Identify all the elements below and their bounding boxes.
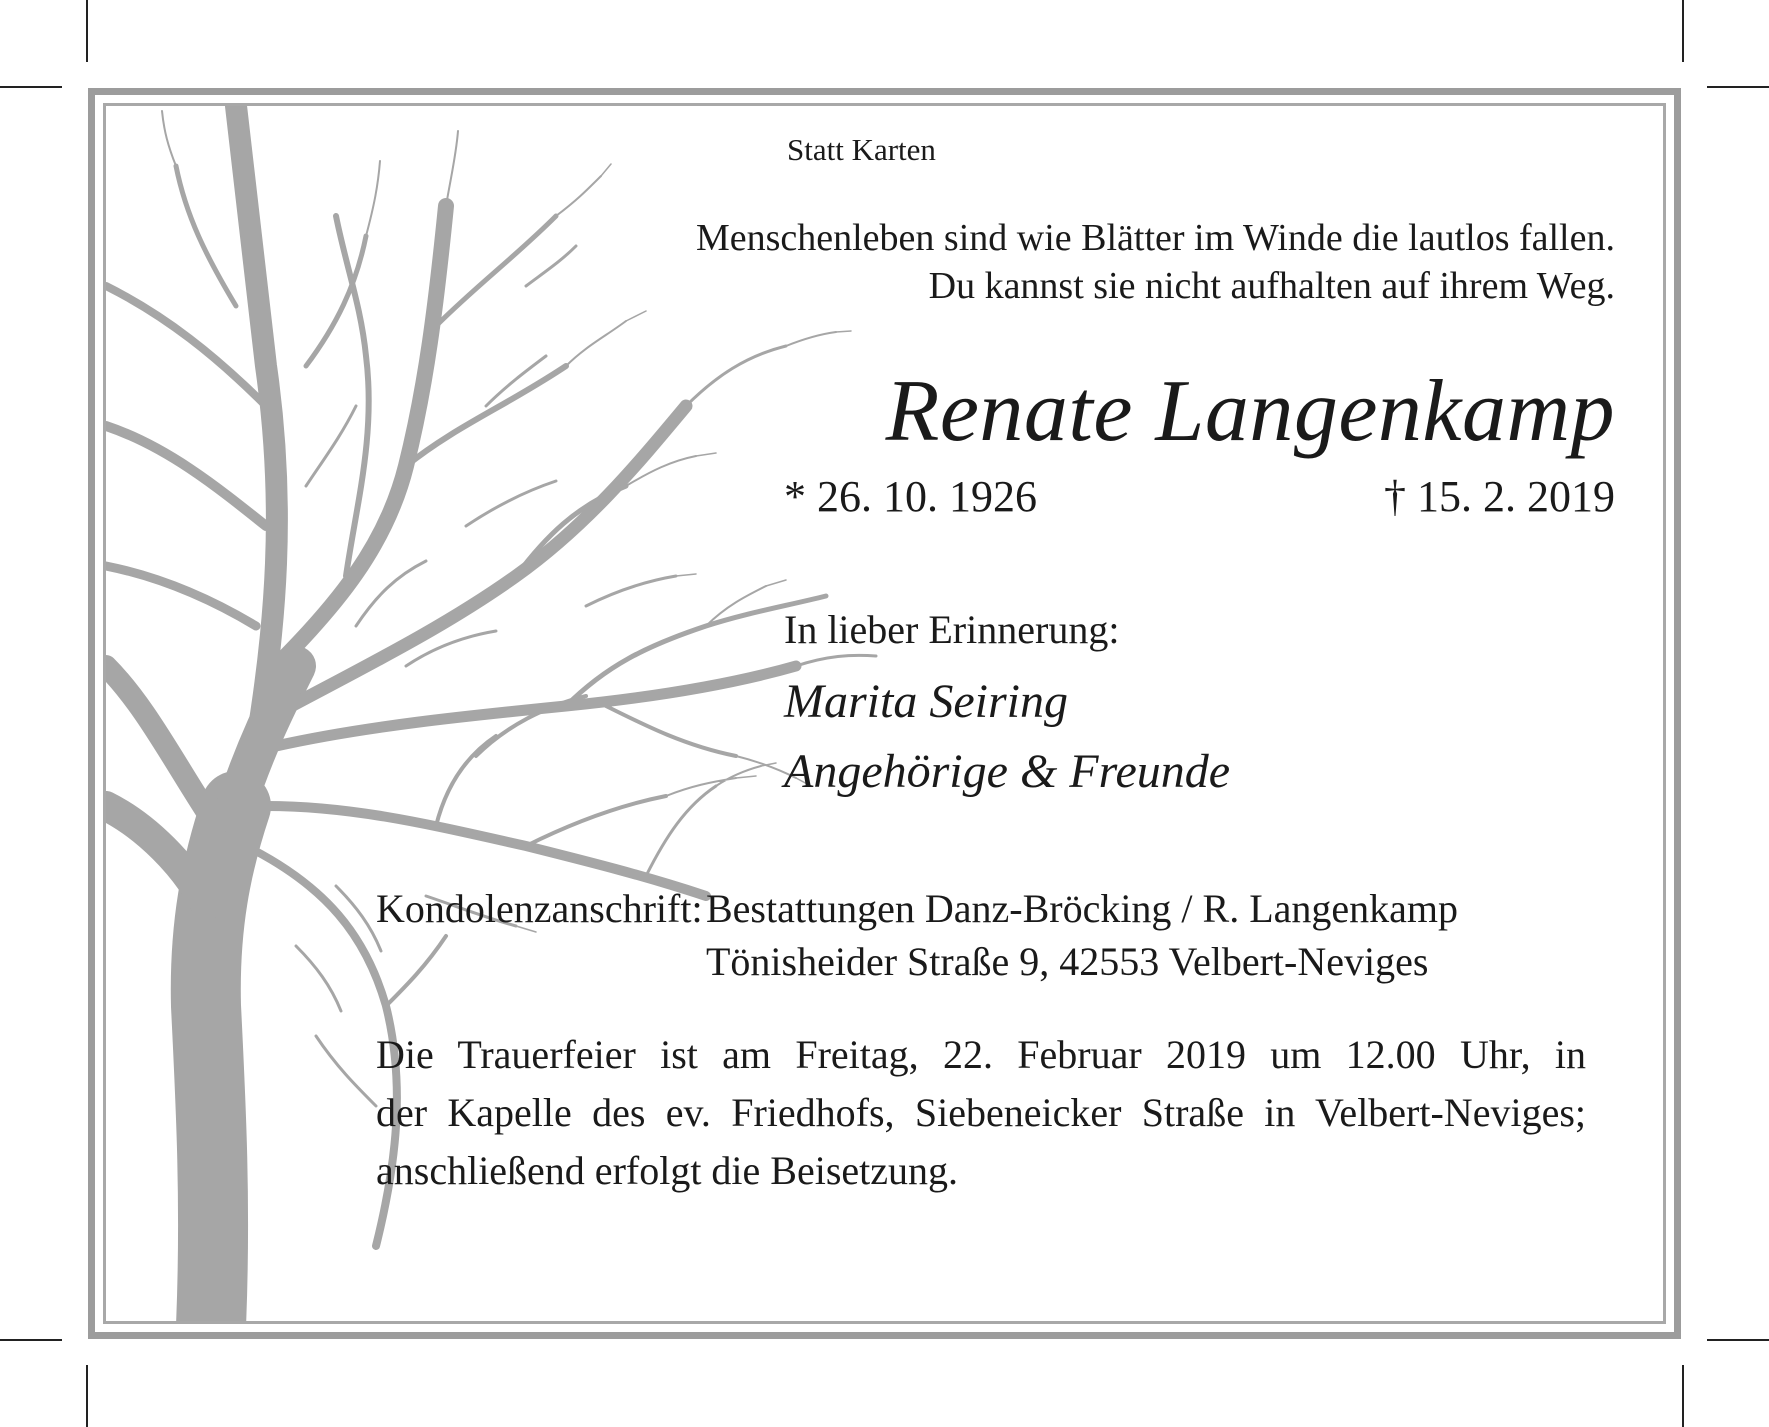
header-label: Statt Karten: [787, 132, 936, 167]
condolence-address-line-2: Tönisheider Straße 9, 42553 Velbert-Neviges: [706, 939, 1429, 984]
ceremony-text: [376, 1026, 1586, 1200]
condolence-address-line-1: Bestattungen Danz-Bröcking / R. Langenkamp: [706, 886, 1459, 931]
crop-mark: [1682, 0, 1684, 62]
crop-mark: [86, 0, 88, 62]
mourner-group: Angehörige & Freunde: [784, 745, 1231, 798]
crop-mark: [1707, 86, 1769, 88]
crop-mark: [1707, 1339, 1769, 1341]
motto-line-2: Du kannst sie nicht aufhalten auf ihrem Weg.: [928, 265, 1615, 307]
ceremony-line-3: anschließend erfolgt die Beisetzung.: [376, 1148, 959, 1193]
notice-inner-frame: [103, 103, 1666, 1324]
ceremony-line-1: Die Trauerfeier ist am Freitag, 22. Februar 2019 um 12.00 Uhr, in: [376, 1032, 1586, 1077]
crop-mark: [86, 1365, 88, 1427]
death-date: † 15. 2. 2019: [1384, 472, 1615, 521]
notice-frame: [88, 88, 1681, 1339]
ceremony-line-2: der Kapelle des ev. Friedhofs, Siebeneicker Straße in Velbert-Neviges;: [376, 1090, 1586, 1135]
birth-date: * 26. 10. 1926: [784, 472, 1037, 521]
crop-mark: [0, 86, 62, 88]
crop-mark: [1682, 1365, 1684, 1427]
motto-line-1: Menschenleben sind wie Blätter im Winde die lautlos fallen.: [695, 217, 1615, 259]
remembrance-label: In lieber Erinnerung:: [784, 607, 1120, 652]
crop-mark: [0, 1339, 62, 1341]
mourner-name: Marita Seiring: [784, 675, 1068, 728]
condolence-label: Kondolenzanschrift:: [376, 886, 703, 931]
deceased-name: Renate Langenkamp: [885, 363, 1615, 460]
